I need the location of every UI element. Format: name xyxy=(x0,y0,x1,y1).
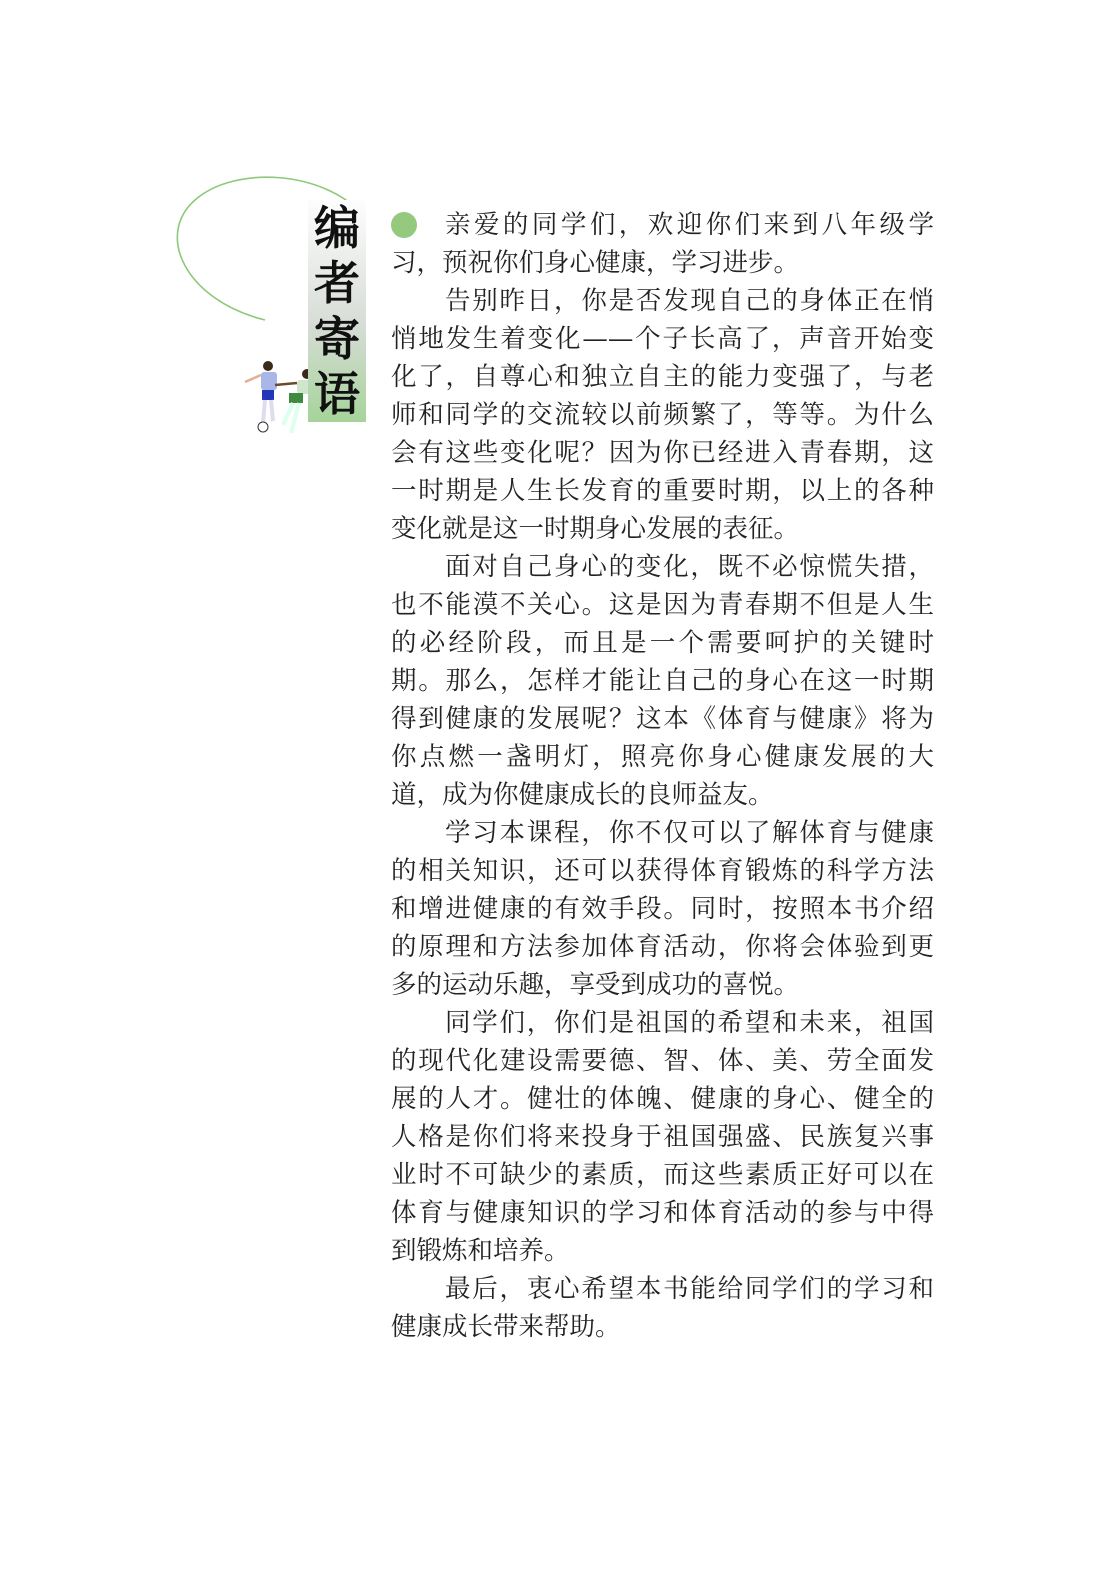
text-line: 一时期是人生长发育的重要时期，以上的各种 xyxy=(391,476,934,506)
paragraph xyxy=(391,814,934,1004)
text-line: 展的人才。健壮的体魄、健康的身心、健全的 xyxy=(391,1084,934,1114)
paragraph xyxy=(391,548,934,814)
text-line: 业时不可缺少的素质，而这些素质正好可以在 xyxy=(391,1160,934,1190)
text-line: 你点燃一盏明灯，照亮你身心健康发展的大 xyxy=(391,742,934,772)
text-line: 多的运动乐趣，享受到成功的喜悦。 xyxy=(391,970,800,1000)
title-char: 语 xyxy=(314,367,360,422)
text-line: 最后，衷心希望本书能给同学们的学习和 xyxy=(445,1274,934,1304)
title-char: 寄 xyxy=(314,311,360,366)
text-line xyxy=(391,206,934,244)
title-char: 编 xyxy=(314,200,360,255)
text-line: 的现代化建设需要德、智、体、美、劳全面发 xyxy=(391,1046,934,1076)
text-line: 会有这些变化呢？因为你已经进入青春期，这 xyxy=(391,438,934,468)
section-title xyxy=(308,200,366,422)
bullet-dot-icon xyxy=(391,212,417,238)
text-line: 期。那么，怎样才能让自己的身心在这一时期 xyxy=(391,666,934,696)
text-line-content: 亲爱的同学们，欢迎你们来到八年级学 xyxy=(445,210,934,240)
paragraph xyxy=(391,206,934,282)
text-line: 学习本课程，你不仅可以了解体育与健康 xyxy=(445,818,934,848)
text-line: 师和同学的交流较以前频繁了，等等。为什么 xyxy=(391,400,934,430)
soccer-players-icon xyxy=(245,361,313,433)
text-line: 化了，自尊心和独立自主的能力变强了，与老 xyxy=(391,362,934,392)
title-char: 者 xyxy=(314,256,360,311)
text-line: 悄地发生着变化——个子长高了，声音开始变 xyxy=(391,324,934,354)
text-line: 健康成长带来帮助。 xyxy=(391,1312,621,1342)
text-line: 和增进健康的有效手段。同时，按照本书介绍 xyxy=(391,894,934,924)
text-line: 告别昨日，你是否发现自己的身体正在悄 xyxy=(445,286,934,316)
text-line: 道，成为你健康成长的良师益友。 xyxy=(391,780,774,810)
text-line: 习，预祝你们身心健康，学习进步。 xyxy=(391,248,800,278)
text-line: 面对自己身心的变化，既不必惊慌失措， xyxy=(445,552,934,582)
section-header-graphic xyxy=(165,175,370,440)
text-line: 同学们，你们是祖国的希望和未来，祖国 xyxy=(445,1008,934,1038)
text-line: 的原理和方法参加体育活动，你将会体验到更 xyxy=(391,932,934,962)
text-line: 得到健康的发展呢？这本《体育与健康》将为 xyxy=(391,704,934,734)
text-line: 体育与健康知识的学习和体育活动的参与中得 xyxy=(391,1198,934,1228)
text-line: 到锻炼和培养。 xyxy=(391,1236,570,1266)
paragraph xyxy=(391,1004,934,1270)
text-line: 变化就是这一时期身心发展的表征。 xyxy=(391,514,800,544)
editor-message-body xyxy=(391,206,934,1346)
text-line: 人格是你们将来投身于祖国强盛、民族复兴事 xyxy=(391,1122,934,1152)
text-line: 的相关知识，还可以获得体育锻炼的科学方法 xyxy=(391,856,934,886)
paragraph xyxy=(391,282,934,548)
text-line: 的必经阶段，而且是一个需要呵护的关键时 xyxy=(391,628,934,658)
text-line: 也不能漠不关心。这是因为青春期不但是人生 xyxy=(391,590,934,620)
paragraph xyxy=(391,1270,934,1346)
